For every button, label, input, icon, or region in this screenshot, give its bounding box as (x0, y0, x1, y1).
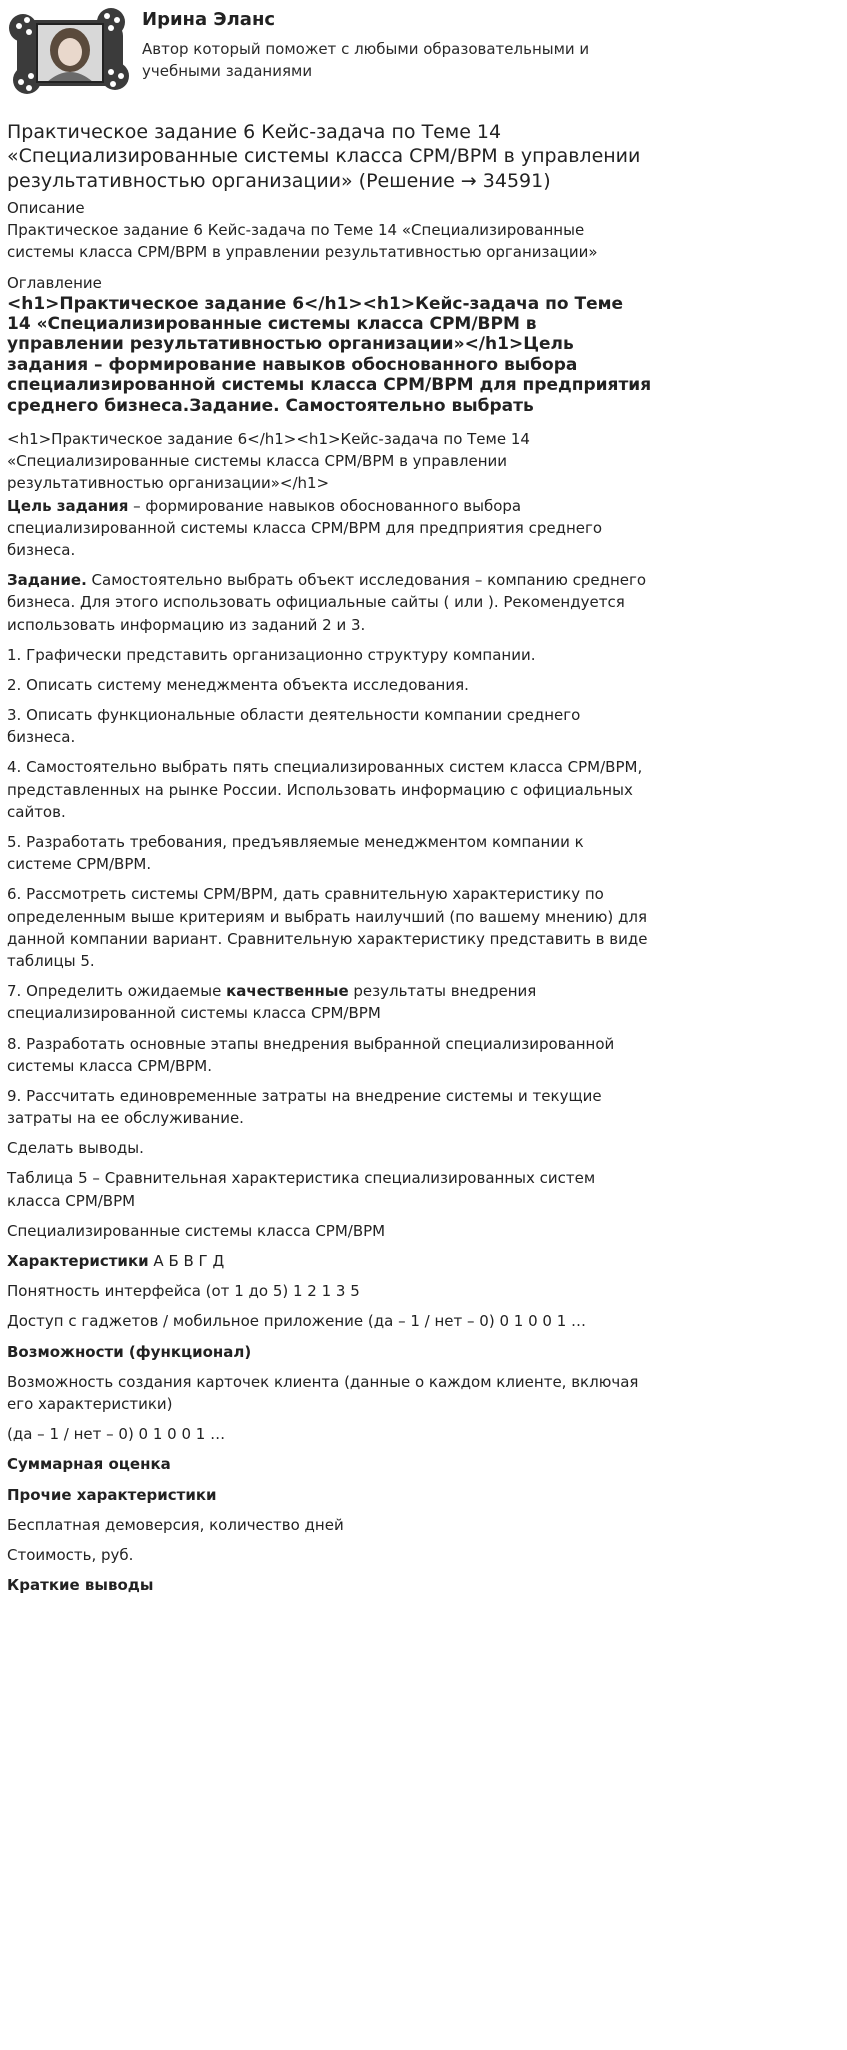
author-info (142, 6, 612, 83)
toc-text: <h1>Практическое задание 6</h1><h1>Кейс-задача по Теме 14 «Специализированные системы класса CPM/BPM в управлении результативностью организации»</h1>Цель задания – формирование навыков обоснованного выбора специализированной системы класса CPM/BPM для предприятия среднего бизнеса.Задание. Самостоятельно выбрать (7, 293, 652, 416)
goal-paragraph (7, 495, 652, 562)
characteristics-label: Характеристики (7, 1252, 149, 1271)
step-6: 6. Рассмотреть системы CPM/BPM, дать сравнительную характеристику по определенным выше критериям и выбрать наилучший (по вашему мнению) для данной компании вариант. Сравнительную характеристику представить в виде таблицы 5. (7, 885, 648, 970)
film-reel-avatar-icon (7, 6, 132, 98)
step-4: 4. Самостоятельно выбрать пять специализированных систем класса CPM/BPM, представленных на рынке России. Использовать информацию с официальных сайтов. (7, 758, 643, 821)
step-9: 9. Рассчитать единовременные затраты на внедрение системы и текущие затраты на ее обслуживание. (7, 1086, 602, 1128)
table-caption: Таблица 5 – Сравнительная характеристика специализированных систем класса CPM/BPM (7, 1169, 596, 1210)
step-7-bold: качественные (226, 982, 349, 1001)
step-1: 1. Графически представить организационно структуру компании. (7, 645, 536, 664)
page-title: Практическое задание 6 Кейс-задача по Теме 14 «Специализированные системы класса CPM/BPM в управлении результативностью организации» (Решение → 34591) (7, 121, 641, 192)
task-text: Самостоятельно выбрать объект исследования – компанию среднего бизнеса. Для этого использовать официальные сайты ( или ). Рекомендуется использовать информацию из заданий 2 и 3. (7, 571, 647, 634)
page-content (0, 6, 660, 1596)
avatar[interactable] (7, 6, 132, 98)
row-interface: Понятность интерфейса (от 1 до 5) 1 2 1 3 5 (7, 1282, 360, 1301)
other-characteristics-label: Прочие характеристики (7, 1485, 217, 1504)
description-text: Практическое задание 6 Кейс-задача по Теме 14 «Специализированные системы класса CPM/BPM в управлении результативностью организации» (7, 221, 598, 262)
step-7-suffix: результаты внедрения специализированной системы класса CPM/BPM (7, 982, 537, 1023)
row-mobile: Доступ с гаджетов / мобильное приложение (да – 1 / нет – 0) 0 1 0 0 1 … (7, 1312, 587, 1331)
raw-heading-text: <h1>Практическое задание 6</h1><h1>Кейс-задача по Теме 14 «Специализированные системы класса CPM/BPM в управлении результативностью организации»</h1> (7, 430, 530, 493)
author-description: Автор который поможет с любыми образовательными и учебными заданиями (142, 40, 590, 81)
step-3: 3. Описать функциональные области деятельности компании среднего бизнеса. (7, 706, 581, 747)
step-2: 2. Описать систему менеджмента объекта исследования. (7, 675, 469, 694)
goal-text: – формирование навыков обоснованного выбора специализированной системы класса CPM/BPM для предприятия среднего бизнеса. (7, 496, 603, 559)
row-client-card: Возможность создания карточек клиента (данные о каждом клиенте, включая его характеристики) (7, 1372, 639, 1413)
row-demo: Бесплатная демоверсия, количество дней (7, 1515, 344, 1534)
description-label: Описание (7, 198, 85, 217)
row-client-card-values: (да – 1 / нет – 0) 0 1 0 0 1 … (7, 1425, 226, 1444)
toc-label: Оглавление (7, 273, 102, 292)
task-paragraph (7, 569, 652, 636)
step-7 (7, 980, 652, 1024)
task-label: Задание. (7, 571, 87, 590)
goal-label: Цель задания (7, 496, 129, 515)
author-name[interactable]: Ирина Эланс (142, 9, 276, 30)
step-8: 8. Разработать основные этапы внедрения выбранной специализированной системы класса CPM/BPM. (7, 1034, 615, 1075)
step-5: 5. Разработать требования, предъявляемые менеджментом компании к системе CPM/BPM. (7, 833, 584, 874)
total-score-label: Суммарная оценка (7, 1455, 171, 1474)
characteristics-columns: А Б В Г Д (148, 1252, 225, 1271)
step-7-prefix: 7. Определить ожидаемые (7, 982, 227, 1001)
author-card (7, 6, 652, 106)
capabilities-label: Возможности (функционал) (7, 1342, 252, 1361)
row-cost: Стоимость, руб. (7, 1545, 134, 1564)
table-subtitle: Специализированные системы класса CPM/BPM (7, 1221, 386, 1240)
characteristics-row (7, 1250, 652, 1272)
conclusions-text: Сделать выводы. (7, 1139, 144, 1158)
brief-conclusions-label: Краткие выводы (7, 1576, 154, 1595)
